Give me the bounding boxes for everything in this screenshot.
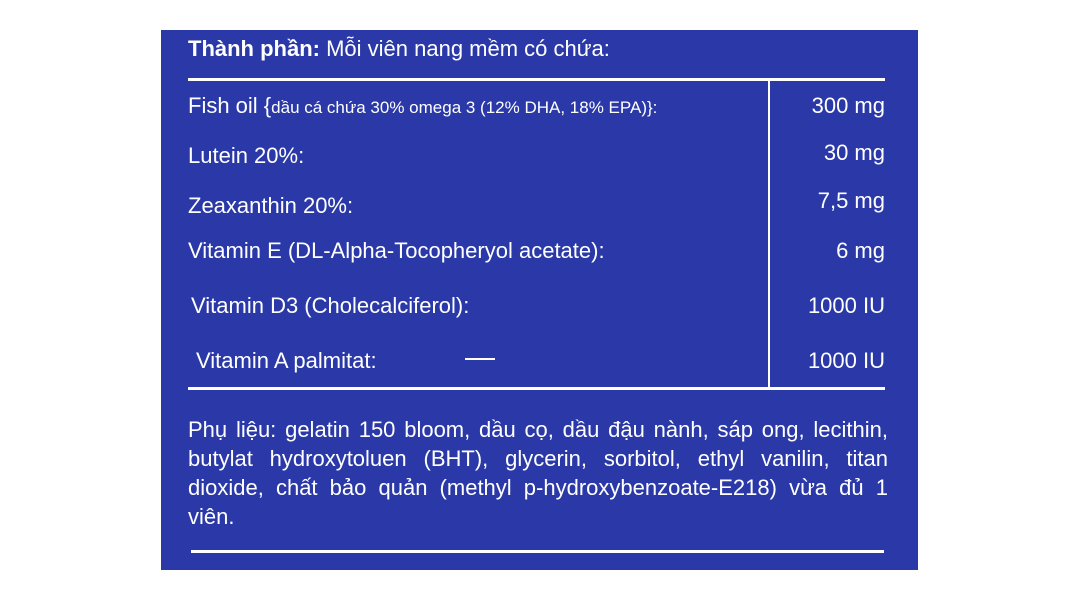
heading-text: Mỗi viên nang mềm có chứa:	[319, 36, 610, 61]
ingredient-name: Fish oil {dầu cá chứa 30% omega 3 (12% DHA, 18% EPA)}:	[188, 93, 658, 118]
ingredient-amount: 300 mg	[811, 93, 885, 118]
ingredient-amount: 6 mg	[836, 238, 885, 263]
ingredient-name: Zeaxanthin 20%:	[188, 193, 354, 218]
ingredient-amount: 30 mg	[823, 140, 885, 165]
ingredient-name: Vitamin E (DL-Alpha-Tocopheryol acetate):	[188, 238, 605, 263]
table-top-rule	[188, 78, 885, 81]
table-bottom-rule	[188, 387, 885, 390]
bottom-rule	[191, 550, 884, 553]
table-column-divider	[768, 81, 770, 387]
dash-mark	[465, 358, 495, 360]
heading-label: Thành phần:	[188, 36, 320, 61]
ingredient-name: Lutein 20%:	[188, 143, 305, 168]
ingredient-amount: 1000 IU	[807, 348, 885, 373]
ingredients-panel	[161, 30, 918, 570]
ingredient-name: Vitamin D3 (Cholecalciferol):	[191, 293, 470, 318]
ingredient-amount: 7,5 mg	[817, 188, 885, 213]
ingredient-name: Vitamin A palmitat:	[196, 348, 377, 373]
heading	[188, 36, 610, 62]
ingredient-detail: dầu cá chứa 30% omega 3 (12% DHA, 18% EPA)}:	[271, 98, 658, 117]
ingredient-amount: 1000 IU	[807, 293, 885, 318]
excipients-text: Phụ liệu: gelatin 150 bloom, dầu cọ, dầu đậu nành, sáp ong, lecithin, butylat hydroxytoluen (BHT), glycerin, sorbitol, ethyl vanilin, titan dioxide, chất bảo quản (methyl p-hydroxybenzoate-E218) vừa đủ 1 viên.	[188, 417, 888, 529]
